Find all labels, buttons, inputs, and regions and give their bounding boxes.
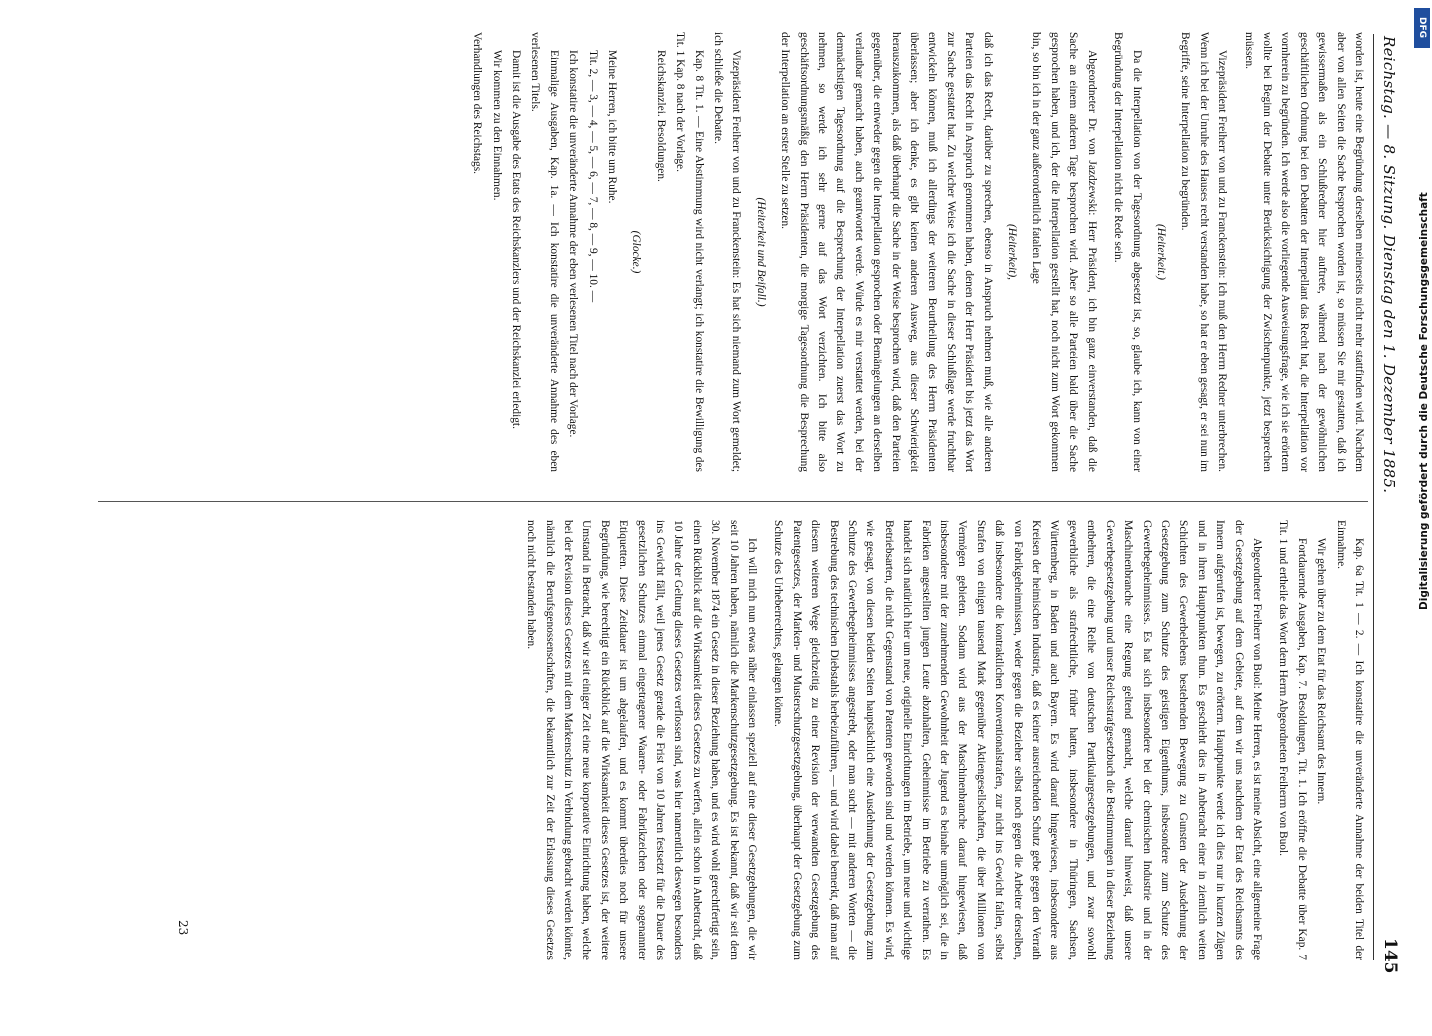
paragraph: Fortdauernde Ausgaben, Kap. 7. Besoldungen, Tit. 1. Ich eröffne die Debatte über Kap. 7 Tit. 1 und ertheile das Wort dem Herrn Abgeordneten Freiherrn von Buol. (1277, 520, 1308, 960)
paragraph: Einmalige Ausgaben, Kap. 1a. — Ich konstatire die unveränderte Annahme des eben verlesenen Titels. (529, 32, 560, 472)
paragraph: Ich konstatire die unveränderte Annahme der eben verlesenen Titel nach der Vorlage. (567, 50, 580, 438)
paragraph: Abgeordneter Freiherr von Buol: Meine Herren, es ist meine Absicht, eine allgemeine Frage der Gesetzgebung auf dem Gebiete, auf dem wir uns nachdem der Etat des Reichsamts des Innern aufgerufen ist, bewegen, zu erörtern. Hauptpunkte werde ich dies nur in kurzen Zügen und in ihren Hauptpunkten thun. Es geschieht dies in Anbetracht einer in ziemlich weiten Schichten des Gewerbelebens bestehenden Bewegung zu Gunsten der Ausdehnung der Gesetzgebung zum Schutze des geistigen Eigenthums, insbesondere zum Schutze des Gewerbegeheimnisses. Es hat sich insbesondere bei der chemischen Industrie und in der Maschinenbranche eine Regung geltend gemacht, welche darauf hinweist, daß unsere Gewerbegesetzgebung und unser Reichsstrafgesetzbuch die Bestimmungen in dieser Beziehung entbehren, die eine Reihe von deutschen Partikulargesetzgebungen, und zwar sowohl gewerbliche als strafrechtliche, früher hatten, insbesondere in Thüringen, Sachsen, Württemberg, in Baden und auch Bayern. Es wird darauf hingewiesen, insbesondere aus Kreisen der heimischen Industrie, daß es keiner ausreichenden Schutz gebe gegen den Verrath von Fabrikgeheimnissen, weder gegen die Bezieher selbst noch gegen die Arbeiter derselben, daß insbesondere die kontraktlichen Konventionalstrafen, zur nicht ins Gewicht fallen, selbst Strafen von einigen tausend Mark gegenüber Aktiengesellschaften, die über Millionen von Vermögen gebieten. Sodann wird aus der Maschinenbranche darauf hingewiesen, daß insbesondere mit der zunehmenden Gewohnheit der Jugend es beinahe unmöglich sei, die in Fabriken angestellten jungen Leute abzuhalten, Geheimnisse im Betriebe zu verrathen. Es handelt sich natürlich hier um neue, originelle Einrichtungen im Betriebe, um neue und wichtige Betriebsarten, die nicht Gegenstand von Patenten geworden sind und werden können. Es wird, wie gesagt, von diesen beiden Seiten hauptsächlich eine Ausdehnung der Gesetzgebung zum Schutze des Gewerbegeheimnisses angestrebt, oder man sucht — mit anderen Worten — die Bestrebung des technischen Diebstahls herbeizuführen, — und wird dabei bemerkt, daß man auf diesem weiteren Wege gleichzeitig zu einer Revision der verwandten Gesetzgebung des Patentgesetzes, der Marken- und Musterschutzgesetzgebung, überhaupt der Gesetzgebung zum Schutze des Urheberrechtes, gelangen könne. (772, 520, 1263, 960)
interjection: (Heiterkeit.) (1154, 224, 1167, 280)
paragraph: daß ich das Recht, darüber zu sprechen, ebenso in Anspruch nehmen muß, wie alle anderen Parteien das Recht in Anspruch genommen haben, denen der Herr Präsident bis jetzt das Wort zur Sache gestattet hat. Zu welcher Weise ich die Sache in dieser Schlußlage werde fruchtbar entwickeln können, muß ich allerdings der weiteren Beurtheilung des Herrn Präsidenten überlassen; aber ich denke, es gibt keinen anderen Ausweg, aus dieser Schwierigkeit herauszukommen, als daß überhaupt die Sache in der Weise besprochen wird, daß den Parteien gegenüber, die entweder gegen die Interpellation gesprochen oder Bemängelungen an derselben verlautbar gemacht haben, auch geantwortet werde. Würde es mir verstattet werden, bei der demnächstigen Tagesordnung auf die Besprechung der Interpellation zuerst das Wort zu nehmen, so werde ich sehr gerne auf das Wort verzichten. Ich bitte also geschäftsordnungsmäßig den Herrn Präsidenten, die morgige Tagesordnung die Besprechung der Interpellation an erster Stelle zu setzen. (779, 32, 994, 472)
paragraph: Kap. 6a Tit. 1 — 2. — Ich konstatire die unveränderte Annahme der beiden Titel der Einnahme. (1334, 520, 1365, 960)
paragraph: Da die Interpellation von der Tagesordnung abgesetzt ist, so, glaube ich, kann von einer Begründung der Interpellation nicht die Rede sein. (1112, 32, 1143, 472)
paragraph: Vizepräsident Freiherr von und zu Franckenstein: Es hat sich niemand zum Wort gemeldet; ich schließe die Debatte. (712, 32, 743, 472)
interjection: (Heiterkeit), (1006, 224, 1019, 280)
interjection: (Heiterkeit und Beifall.) (754, 197, 767, 307)
paragraph: Vizepräsident Freiherr von und zu Franckenstein: Ich muß den Herrn Redner unterbrechen. Wenn ich bei der Unruhe des Hauses recht verstanden habe, so hat er eben gesagt, er sei nun im Begriffe, seine Interpellation zu begründen. (1179, 32, 1229, 472)
paragraph: Reichskanzlei. Besoldungen. (654, 50, 667, 182)
signature-mark: 23 (176, 920, 190, 936)
left-column (467, 32, 1368, 472)
column-separator (98, 501, 1368, 502)
paragraph: Ich will mich nun etwas näher einlassen speziell auf eine dieser Gesetzgebungen, die wir seit 10 Jahren haben, nämlich die Markenschutzgesetzgebung. Es ist bekannt, daß wir seit dem 30. November 1874 ein Gesetz in dieser Beziehung haben, und es wird wohl gerechtfertigt sein, einen Rückblick auf die Wirksamkeit dieses Gesetzes zu werfen, allein schon in Anbetracht, daß 10 Jahre der Geltung dieses Gesetzes verflossen sind, was hier namentlich deswegen besonders ins Gewicht fällt, weil jenes Gesetz gerade die Frist von 10 Jahren festsetzt für die Dauer des gesetzlichen Schutzes einmal eingetragener Waaren- oder Fabrikzeichen oder sogenannter Etiquetten. Diese Zeitdauer ist um abgelaufen, und es kommt überdies noch für unsere Begründung, wie berechtigt ein Rückblick auf die Wirksamkeit dieses Gesetzes ist, der weitere Umstand in Betracht, daß wir seit einiger Zeit eine neue korporative Einrichtung haben, welche bei der Revision dieses Gesetzes mit dem Markenschutz in Verbindung gebracht werden könnte, nämlich die Berufsgenossenschaften, die bekanntlich zur Zeit der Erlassung dieses Gesetzes noch nicht bestanden haben. (525, 520, 758, 960)
digitization-credit: Digitalisierung gefördert durch die Deutsche Forschungsgemeinschaft (1418, 192, 1430, 610)
page-number: 145 (1380, 938, 1400, 974)
header-rule (1373, 34, 1374, 960)
paragraph: Damit ist die Ausgabe des Etats des Reichskanzlers und der Reichskanzlei erledigt. (509, 50, 522, 429)
paragraph: Wir kommen zu den Einnahmen. (490, 50, 503, 201)
paragraph: Wir gehen über zu dem Etat für das Reichsamt des Innern. (1315, 538, 1328, 805)
paragraph: worden ist, heute eine Begründung derselben meinerseits nicht mehr stattfinden wird. Nachdem aber von allen Seiten die Sache besprochen worden ist, so müssen Sie mir gestatten, daß ich gewissermaßen als ein Schlußredner hier auftrete, während nach der gewöhnlichen geschäftlichen Ordnung bei den Debatten der Interpellant das Recht hat, die Interpellation vor vornherein zu begründen. Ich werde also die vorliegende Ausweisungsfrage, wie ich sie erörtern wollte bei Beginn der Debatte unter Berücksichtigung der Zwischenpunkte, jetzt besprechen müssen. (1242, 32, 1365, 472)
dfg-logo: DFG (1414, 8, 1430, 48)
paragraph: Meine Herren, ich bitte um Ruhe. (605, 50, 618, 204)
running-head: Reichstag. — 8. Sitzung. Dienstag den 1. Dezember 1885. (1380, 36, 1398, 494)
footer-note: Verhandlungen des Reichstags. (471, 32, 484, 175)
paragraph: Abgeordneter Dr. von Jazdzewski: Herr Präsident, ich bin ganz einverstanden, daß die Sache an einem anderen Tage besprochen wird. Aber so alle Parteien bald über die Sache gesprochen haben, und ich, der die Interpellation gestellt hat, noch nicht zum Wort gekommen bin, so bin ich in der ganz außerordentlich fatalen Lage (1030, 32, 1098, 472)
interjection: (Glocke.) (630, 230, 643, 274)
paragraph: Tit. 2, — 3, — 4, — 5, — 6, — 7, — 8, — 9, — 10. — (586, 50, 599, 303)
paragraph: Kap. 8 Tit. 1. — Eine Abstimmung wird nicht verlangt; ich konstatire die Bewilligung des Tit. 1 Kap. 8 nach der Vorlage. (674, 32, 705, 472)
right-column (521, 520, 1368, 960)
